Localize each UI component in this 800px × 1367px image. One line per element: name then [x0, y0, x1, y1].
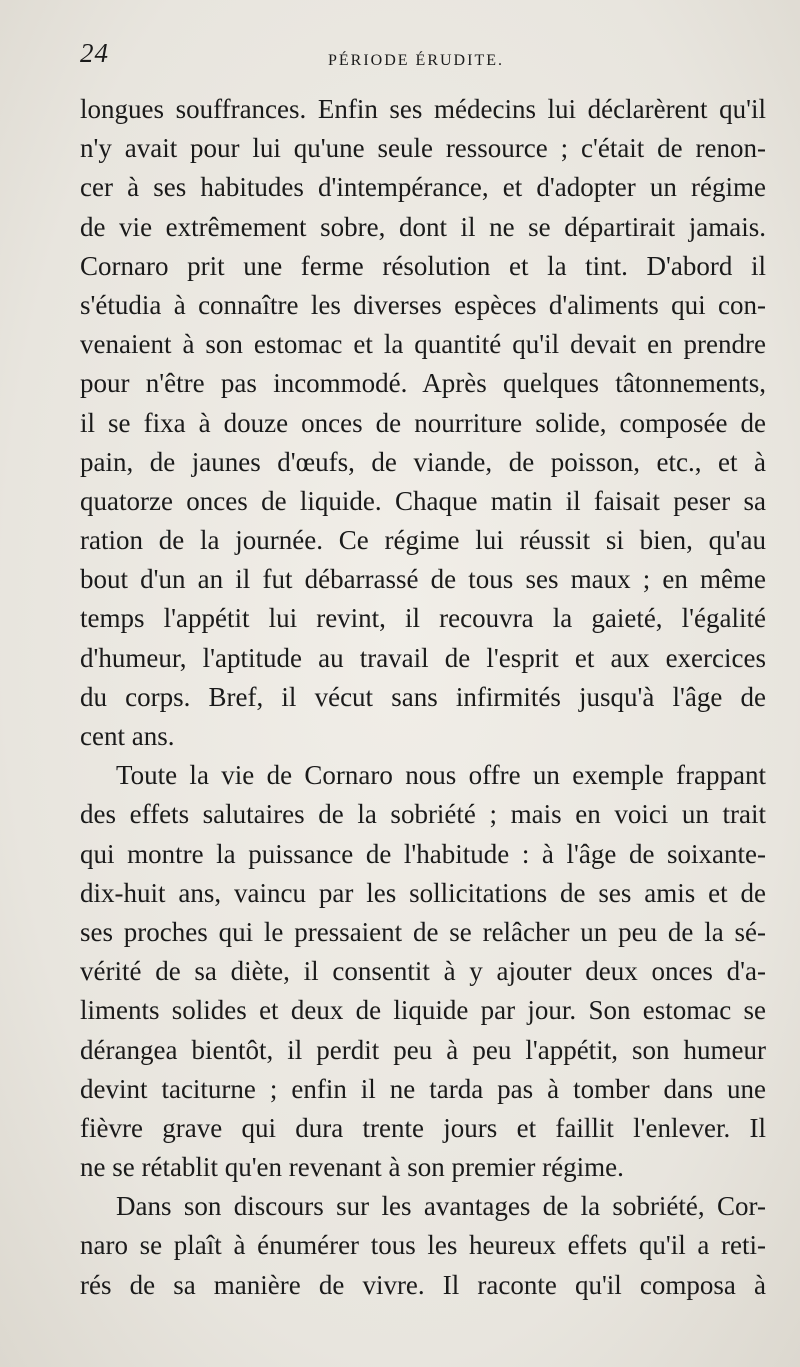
paragraph-2 [80, 756, 766, 1187]
text-line: Toute la vie de Cornaro nous offre un exemple frappant [116, 760, 766, 791]
text-line: liments solides et deux de liquide par jour. Son estomac se [80, 995, 766, 1026]
running-title: PÉRIODE ÉRUDITE. [328, 52, 504, 69]
text-line: temps l'appétit lui revint, il recouvra la gaieté, l'égalité [80, 603, 766, 634]
text-line: pour n'être pas incommodé. Après quelques tâtonnements, [80, 368, 766, 399]
text-line: bout d'un an il fut débarrassé de tous ses maux ; en même [80, 564, 766, 595]
text-line: fièvre grave qui dura trente jours et faillit l'enlever. Il [80, 1112, 766, 1143]
body-text [80, 90, 766, 1305]
paragraph-1 [80, 90, 766, 756]
text-line: devint taciturne ; enfin il ne tarda pas à tomber dans une [80, 1073, 766, 1104]
text-line: ses proches qui le pressaient de se relâcher un peu de la sé- [80, 916, 766, 947]
text-line: des effets salutaires de la sobriété ; mais en voici un trait [80, 799, 766, 830]
text-line: venaient à son estomac et la quantité qu'il devait en prendre [80, 329, 766, 360]
text-line: longues souffrances. Enfin ses médecins lui déclarèrent qu'il [80, 94, 766, 124]
text-line: qui montre la puissance de l'habitude : à l'âge de soixante- [80, 838, 766, 869]
text-line: pain, de jaunes d'œufs, de viande, de poisson, etc., et à [80, 446, 766, 477]
text-line: il se fixa à douze onces de nourriture solide, composée de [80, 407, 766, 438]
paragraph-3 [80, 1187, 766, 1305]
text-line: dix-huit ans, vaincu par les sollicitations de ses amis et de [80, 877, 766, 908]
text-line: cent ans. [80, 721, 175, 751]
running-head [80, 38, 766, 82]
text-line: vérité de sa diète, il consentit à y ajouter deux onces d'a- [80, 956, 766, 987]
text-line: d'humeur, l'aptitude au travail de l'esprit et aux exercices [80, 642, 766, 673]
text-line: de vie extrêmement sobre, dont il ne se départirait jamais. [80, 211, 766, 242]
text-line: n'y avait pour lui qu'une seule ressource ; c'était de renon- [80, 133, 766, 164]
text-line: rés de sa manière de vivre. Il raconte qu'il composa à [80, 1269, 766, 1300]
text-line: s'étudia à connaître les diverses espèces d'aliments qui con- [80, 289, 766, 320]
text-line: cer à ses habitudes d'intempérance, et d'adopter un régime [80, 172, 766, 203]
text-line: ration de la journée. Ce régime lui réussit si bien, qu'au [80, 525, 766, 556]
text-line: naro se plaît à énumérer tous les heureux effets qu'il a reti- [80, 1230, 766, 1261]
text-line: Cornaro prit une ferme résolution et la tint. D'abord il [80, 250, 766, 281]
text-line: dérangea bientôt, il perdit peu à peu l'appétit, son humeur [80, 1034, 766, 1065]
text-line: quatorze onces de liquide. Chaque matin il faisait peser sa [80, 485, 766, 516]
text-line: du corps. Bref, il vécut sans infirmités jusqu'à l'âge de [80, 681, 766, 712]
page-number: 24 [80, 38, 109, 68]
text-line: Dans son discours sur les avantages de la sobriété, Cor- [116, 1191, 766, 1222]
text-line: ne se rétablit qu'en revenant à son premier régime. [80, 1152, 624, 1183]
